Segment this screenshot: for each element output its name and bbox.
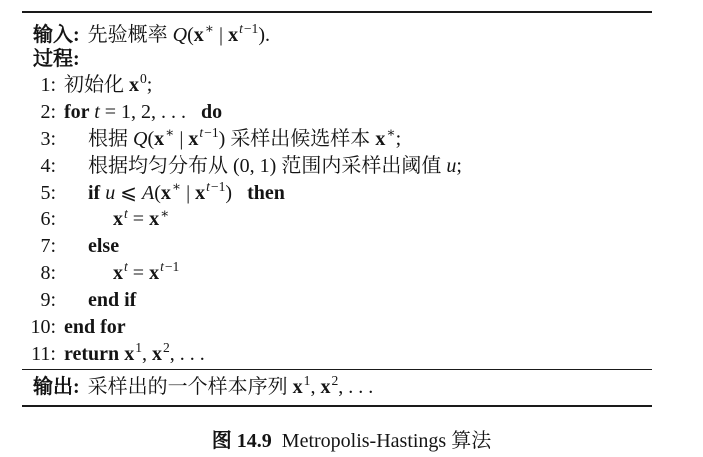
step-content xyxy=(64,314,126,341)
math-text: = 1, 2, . . . xyxy=(99,100,187,123)
math-text: | xyxy=(174,127,189,150)
superscript: 1 xyxy=(303,373,311,389)
step-content xyxy=(64,99,222,126)
chinese-text: 采样出的一个样本序列 xyxy=(87,376,293,398)
step-number: 7: xyxy=(40,235,56,258)
step-content xyxy=(113,260,179,289)
vector-symbol: x xyxy=(154,127,165,150)
chinese-text: 初始化 xyxy=(64,74,129,96)
vector-symbol: x xyxy=(375,127,386,150)
math-text: | xyxy=(181,181,196,204)
math-text: ; xyxy=(146,74,153,96)
math-text: ; xyxy=(395,127,402,150)
output-label: 输出: xyxy=(33,376,80,398)
step-number: 5: xyxy=(40,181,56,204)
vector-symbol: x xyxy=(228,24,239,46)
math-text: ( xyxy=(147,127,155,150)
math-text: ) xyxy=(225,181,233,204)
step-number: 3: xyxy=(40,127,56,150)
superscript: −1 xyxy=(210,178,226,194)
superscript: 2 xyxy=(162,340,170,356)
superscript-variable: t xyxy=(199,124,204,140)
keyword: end if xyxy=(88,289,137,312)
vector-symbol: x xyxy=(151,342,162,365)
algorithm-step-3 xyxy=(22,126,652,153)
step-content xyxy=(113,206,169,235)
step-content xyxy=(64,341,205,370)
figure-title: Metropolis-Hastings 算法 xyxy=(281,430,492,452)
algorithm-step-4 xyxy=(22,153,652,180)
vector-symbol: x xyxy=(113,208,123,231)
algorithm-step-8 xyxy=(22,260,652,287)
input-line xyxy=(33,23,643,47)
superscript: 2 xyxy=(331,373,339,389)
step-content xyxy=(88,126,401,155)
keyword: do xyxy=(186,100,223,123)
superscript: ∗ xyxy=(386,124,396,140)
keyword: return xyxy=(64,342,125,365)
keyword: end for xyxy=(64,316,126,339)
superscript: 0 xyxy=(140,71,147,87)
algorithm-step-9 xyxy=(22,287,652,314)
step-number: 6: xyxy=(40,208,56,231)
step-number: 9: xyxy=(40,289,56,312)
math-text: , . . . xyxy=(338,376,374,398)
superscript: −1 xyxy=(204,124,219,140)
step-number: 1: xyxy=(40,74,56,96)
algorithm-step-10 xyxy=(22,314,652,341)
math-text: ( xyxy=(154,181,161,204)
vector-symbol: x xyxy=(149,262,160,285)
vector-symbol: x xyxy=(320,376,331,398)
math-text: ) xyxy=(218,127,231,150)
math-text: , xyxy=(310,376,321,398)
process-label: 过程: xyxy=(33,48,80,70)
step-number: 4: xyxy=(40,154,56,177)
algorithm-step-11 xyxy=(22,341,652,368)
vector-symbol: x xyxy=(193,24,204,46)
output-separator-rule xyxy=(22,369,652,370)
step-content xyxy=(88,233,119,260)
superscript-variable: t xyxy=(124,259,128,275)
bottom-rule xyxy=(22,405,652,407)
chinese-text: 根据 xyxy=(88,127,133,150)
superscript: 1 xyxy=(135,340,142,356)
algorithm-step-2 xyxy=(22,99,652,126)
top-rule xyxy=(22,11,652,13)
math-text: ⩽ xyxy=(115,181,142,204)
algorithm-steps xyxy=(22,72,652,368)
math-variable: Q xyxy=(172,24,188,46)
step-content xyxy=(88,153,462,180)
math-text: ). xyxy=(258,24,270,46)
math-text: (0, 1) xyxy=(233,154,282,177)
superscript: ∗ xyxy=(160,205,170,221)
superscript-variable: t xyxy=(206,178,210,194)
keyword: then xyxy=(232,181,285,204)
vector-symbol: x xyxy=(129,74,139,96)
vector-symbol: x xyxy=(188,127,199,150)
math-text: = xyxy=(127,262,150,285)
keyword: if xyxy=(88,181,106,204)
superscript-variable: t xyxy=(239,21,243,37)
step-content xyxy=(88,287,136,314)
superscript: ∗ xyxy=(171,178,182,194)
superscript: ∗ xyxy=(204,21,215,37)
math-text: , . . . xyxy=(169,342,205,365)
input-label: 输入: xyxy=(33,24,80,46)
math-variable: u xyxy=(105,181,116,204)
superscript: −1 xyxy=(243,21,259,37)
vector-symbol: x xyxy=(149,208,160,231)
input-content xyxy=(87,21,270,46)
algorithm-box xyxy=(22,0,652,457)
chinese-text: 范围内采样出阈值 xyxy=(281,154,447,177)
math-text: | xyxy=(214,24,229,46)
math-text: , xyxy=(141,342,152,365)
vector-symbol: x xyxy=(292,376,303,398)
algorithm-step-1 xyxy=(22,72,652,99)
math-variable: Q xyxy=(133,127,148,150)
step-content xyxy=(64,72,152,101)
figure-caption xyxy=(0,429,703,453)
output-line xyxy=(33,375,643,399)
math-variable: u xyxy=(446,154,457,177)
vector-symbol: x xyxy=(124,342,135,365)
superscript: ∗ xyxy=(165,124,175,140)
math-variable: t xyxy=(94,100,100,123)
output-content xyxy=(87,373,374,398)
step-number: 2: xyxy=(40,100,56,123)
chinese-text: 根据均匀分布从 xyxy=(88,154,233,177)
algorithm-step-5 xyxy=(22,180,652,207)
algorithm-step-6 xyxy=(22,206,652,233)
superscript: −1 xyxy=(164,259,180,275)
step-content xyxy=(88,180,285,209)
math-text: ( xyxy=(187,24,194,46)
math-text: ; xyxy=(456,154,462,177)
keyword: else xyxy=(88,235,120,258)
step-number: 11: xyxy=(31,342,56,365)
vector-symbol: x xyxy=(160,181,171,204)
vector-symbol: x xyxy=(113,262,123,285)
superscript-variable: t xyxy=(160,259,164,275)
math-variable: A xyxy=(141,181,155,204)
chinese-text: 先验概率 xyxy=(87,24,173,46)
keyword: for xyxy=(64,100,95,123)
vector-symbol: x xyxy=(195,181,206,204)
superscript-variable: t xyxy=(124,205,128,221)
step-number: 8: xyxy=(40,262,56,285)
step-number: 10: xyxy=(30,316,56,339)
math-text: = xyxy=(127,208,150,231)
algorithm-step-7 xyxy=(22,233,652,260)
figure-number: 图 14.9 xyxy=(211,430,272,452)
chinese-text: 采样出候选样本 xyxy=(230,127,376,150)
process-line xyxy=(33,47,643,71)
